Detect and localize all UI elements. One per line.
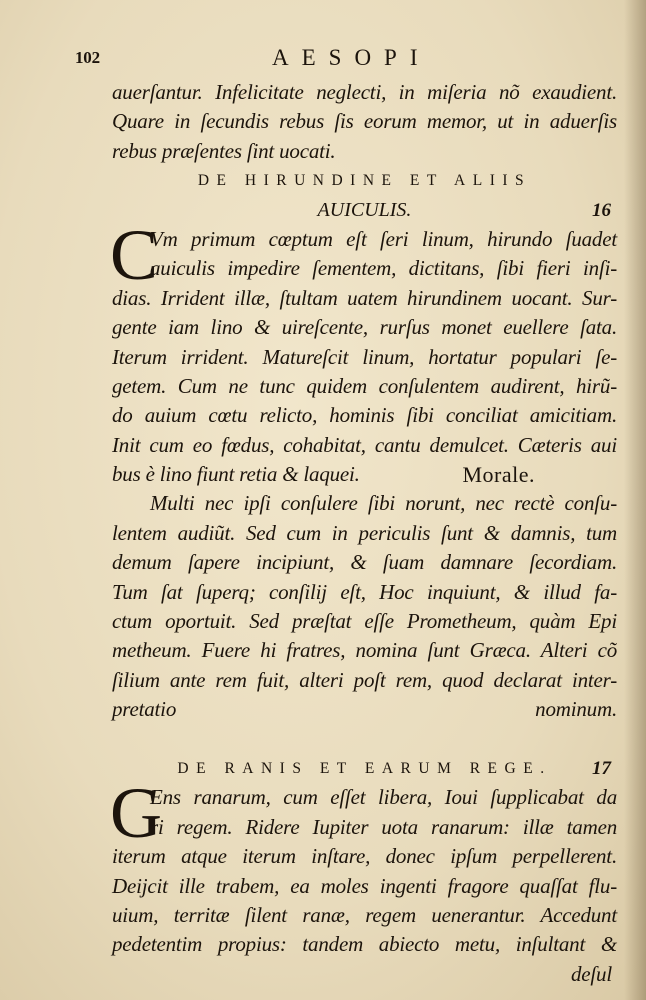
text-line: Init cum eo fœdus, cohabitat, cantu demulcet. Cæteris aui xyxy=(112,432,617,457)
moral-line: ſilium ante rem fuit, alteri poſt rem, quod declarat inter- xyxy=(112,667,617,692)
text-line: iterum atque iterum inſtare, donec ipſum perpellerent. xyxy=(112,844,617,869)
text-line: auiculis impedire ſementem, dictitans, ſibi fieri inſi- xyxy=(150,256,617,281)
text-line: Ens ranarum, cum eſſet libera, Ioui ſupplicabat da xyxy=(150,785,617,810)
text-line: dias. Irrident illæ, ſtultam uatem hirundinem uocant. Sur- xyxy=(112,285,617,310)
moral-line: Multi nec ipſi conſulere ſibi norunt, nec rectè conſu- xyxy=(150,491,617,516)
page-text-block xyxy=(75,38,617,989)
text-line: Vm primum cœptum eſt ſeri linum, hirundo ſuadet xyxy=(150,226,617,251)
fable-title-text: DE HIRUNDINE ET ALIIS xyxy=(197,172,532,190)
text-line: getem. Cum ne tunc quidem conſulentem audirent, hirũ- xyxy=(112,373,617,398)
text-line xyxy=(112,460,617,489)
moral-line: metheum. Fuere hi fratres, nomina ſunt Græca. Alteri cõ xyxy=(112,638,617,663)
fable-title-continued xyxy=(112,196,617,225)
fable-title-text: DE RANIS ET EARUM REGE. xyxy=(177,759,552,777)
text-line: gente iam lino & uireſcente, rurſus monet euellere ſata. xyxy=(112,315,617,340)
moral-line: pretatio nominum. xyxy=(112,697,617,722)
fable-body xyxy=(110,214,617,490)
moral-line: demum ſapere incipiunt, & ſuam damnare ſecordiam. xyxy=(112,550,617,575)
text-line: Iterum irrident. Matureſcit linum, hortatur populari ſe- xyxy=(112,344,617,369)
text-line: auerſantur. Infelicitate neglecti, in miſeria nõ exaudient. xyxy=(112,80,617,104)
text-line: ri regem. Ridere Iupiter uota ranarum: illæ tamen xyxy=(150,814,617,839)
fable-number: 17 xyxy=(592,757,611,779)
fable-title xyxy=(112,754,617,783)
drop-cap-letter: G xyxy=(110,773,162,854)
moral-line: ctum oportuit. Sed præſtat eſſe Prometheum, quàm Epi xyxy=(112,609,617,634)
catchword: deſul xyxy=(571,961,612,986)
text-line-start: bus è lino fiunt retia & laquei. xyxy=(112,462,360,487)
page-number: 102 xyxy=(75,48,100,67)
fable-title-text-continued: AUICULIS. xyxy=(317,198,412,221)
morale-heading: Morale. xyxy=(462,462,535,488)
fable-number: 16 xyxy=(592,199,611,221)
moral-line: lentem audiũt. Sed cum in periculis ſunt & damnis, tum xyxy=(112,520,617,545)
text-line: Deijcit ille trabem, ea moles ingenti fragore quaſſat flu- xyxy=(112,873,617,898)
text-line: Quare in ſecundis rebus ſis eorum memor, ut in aduerſis xyxy=(112,109,617,134)
fable-body xyxy=(110,773,617,959)
text-line: rebus præſentes ſint uocati. xyxy=(112,138,336,163)
page-gutter-shadow xyxy=(624,0,646,1000)
text-line: do auium cœtu relicto, hominis ſibi conciliat amicitiam. xyxy=(112,403,617,428)
fable-title xyxy=(112,166,617,195)
text-line: uium, territæ ſilent ranæ, regem uenerantur. Accedunt xyxy=(112,902,617,927)
page-header xyxy=(75,38,617,78)
moral-line xyxy=(112,725,617,754)
running-head: AESOPI xyxy=(272,45,431,70)
text-line: pedetentim propius: tandem abiecto metu, inſultant & xyxy=(112,932,617,957)
moral-line: Tum ſat ſuperq; conſilij eſt, Hoc inquiunt, & illud fa- xyxy=(112,579,617,604)
drop-cap-letter: C xyxy=(110,214,159,295)
